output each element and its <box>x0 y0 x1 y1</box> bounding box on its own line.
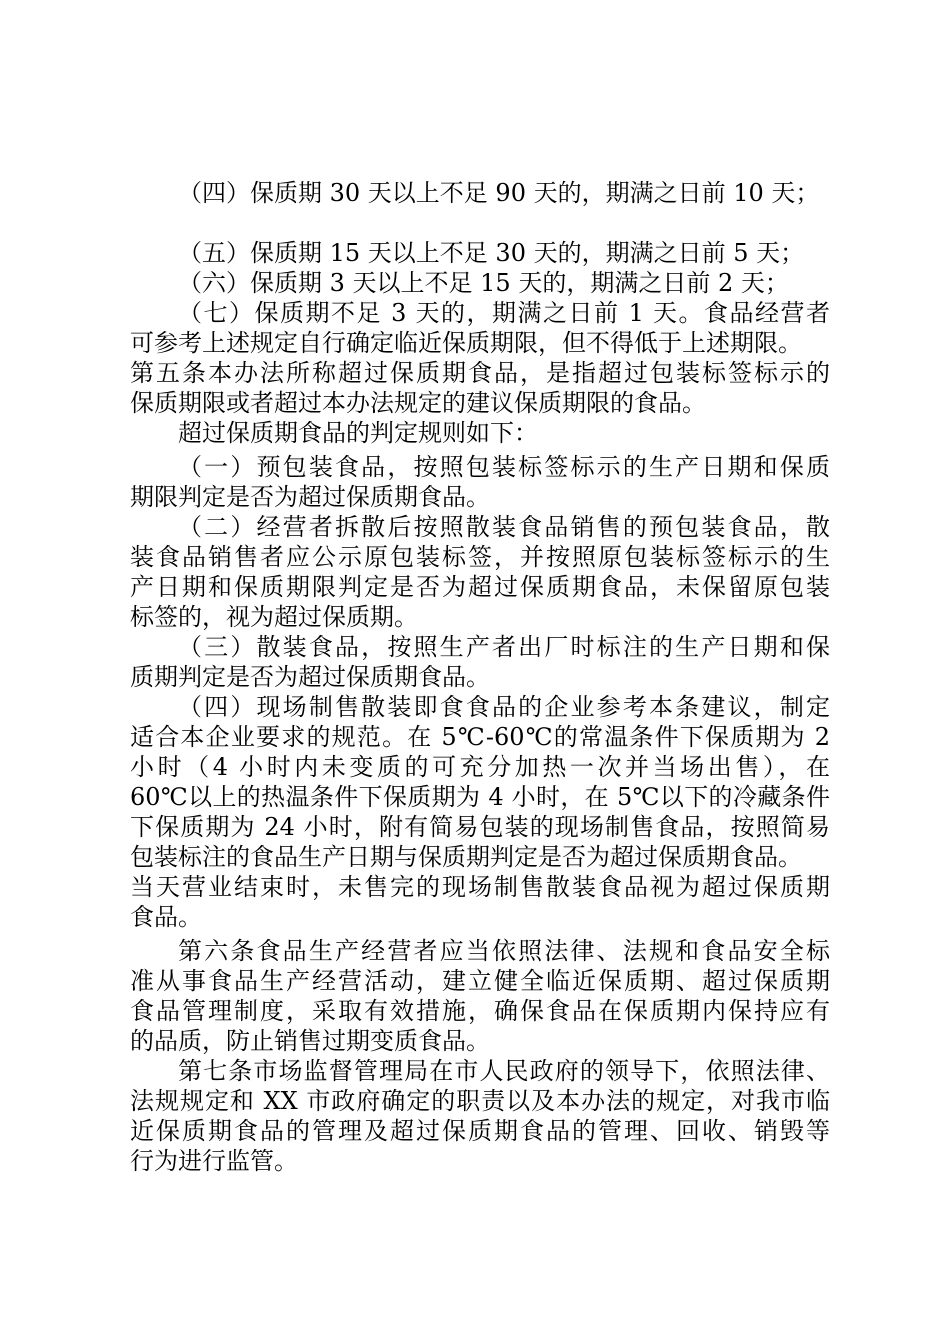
paragraph-line: 食品管理制度，采取有效措施，确保食品在保质期内保持应有 <box>130 997 830 1025</box>
paragraph-line: （四）保质期 30 天以上不足 90 天的，期满之日前 10 天； <box>178 179 820 207</box>
paragraph-line: 期限判定是否为超过保质期食品。 <box>130 483 490 511</box>
paragraph-line: 小时（4 小时内未变质的可充分加热一次并当场出售），在 <box>130 753 830 781</box>
paragraph-line: （六）保质期 3 天以上不足 15 天的，期满之日前 2 天； <box>178 269 789 297</box>
paragraph-line: （四）现场制售散装即食食品的企业参考本条建议，制定 <box>178 693 830 721</box>
paragraph-line: 保质期限或者超过本办法规定的建议保质期限的食品。 <box>130 389 706 417</box>
paragraph-line: （七）保质期不足 3 天的，期满之日前 1 天。食品经营者 <box>178 299 830 327</box>
paragraph-line: 近保质期食品的管理及超过保质期食品的管理、回收、销毁等 <box>130 1117 830 1145</box>
paragraph-line: 标签的，视为超过保质期。 <box>130 603 418 631</box>
paragraph-line: 的品质，防止销售过期变质食品。 <box>130 1027 490 1055</box>
paragraph-line: 准从事食品生产经营活动，建立健全临近保质期、超过保质期 <box>130 967 830 995</box>
paragraph-line: 60℃以上的热温条件下保质期为 4 小时，在 5℃以下的冷藏条件 <box>130 783 830 811</box>
paragraph-line: 第七条市场监督管理局在市人民政府的领导下，依照法律、 <box>178 1057 830 1085</box>
paragraph-line: 法规规定和 XX 市政府确定的职责以及本办法的规定，对我市临 <box>130 1087 830 1115</box>
paragraph-line: 可参考上述规定自行确定临近保质期限，但不得低于上述期限。 <box>130 329 802 357</box>
paragraph-line: 适合本企业要求的规范。在 5℃-60℃的常温条件下保质期为 2 <box>130 723 830 751</box>
paragraph-line: 行为进行监管。 <box>130 1147 298 1175</box>
paragraph-line: 下保质期为 24 小时，附有简易包装的现场制售食品，按照简易 <box>130 813 830 841</box>
paragraph-line: 第五条本办法所称超过保质期食品，是指超过包装标签标示的 <box>130 359 830 387</box>
paragraph-line: （二）经营者拆散后按照散装食品销售的预包装食品，散 <box>178 513 830 541</box>
paragraph-line: 食品。 <box>130 903 202 931</box>
paragraph-line: 第六条食品生产经营者应当依照法律、法规和食品安全标 <box>178 937 830 965</box>
paragraph-line: 超过保质期食品的判定规则如下： <box>178 419 538 447</box>
paragraph-line: 装食品销售者应公示原包装标签，并按照原包装标签标示的生 <box>130 543 830 571</box>
paragraph-line: 包装标注的食品生产日期与保质期判定是否为超过保质期食品。 <box>130 843 802 871</box>
paragraph-line: （五）保质期 15 天以上不足 30 天的，期满之日前 5 天； <box>178 239 805 267</box>
paragraph-line: （一）预包装食品，按照包装标签标示的生产日期和保质 <box>178 453 830 481</box>
paragraph-line: 产日期和保质期限判定是否为超过保质期食品，未保留原包装 <box>130 573 830 601</box>
paragraph-line: （三）散装食品，按照生产者出厂时标注的生产日期和保 <box>178 633 830 661</box>
paragraph-line: 当天营业结束时，未售完的现场制售散装食品视为超过保质期 <box>130 873 830 901</box>
paragraph-line: 质期判定是否为超过保质期食品。 <box>130 663 490 691</box>
